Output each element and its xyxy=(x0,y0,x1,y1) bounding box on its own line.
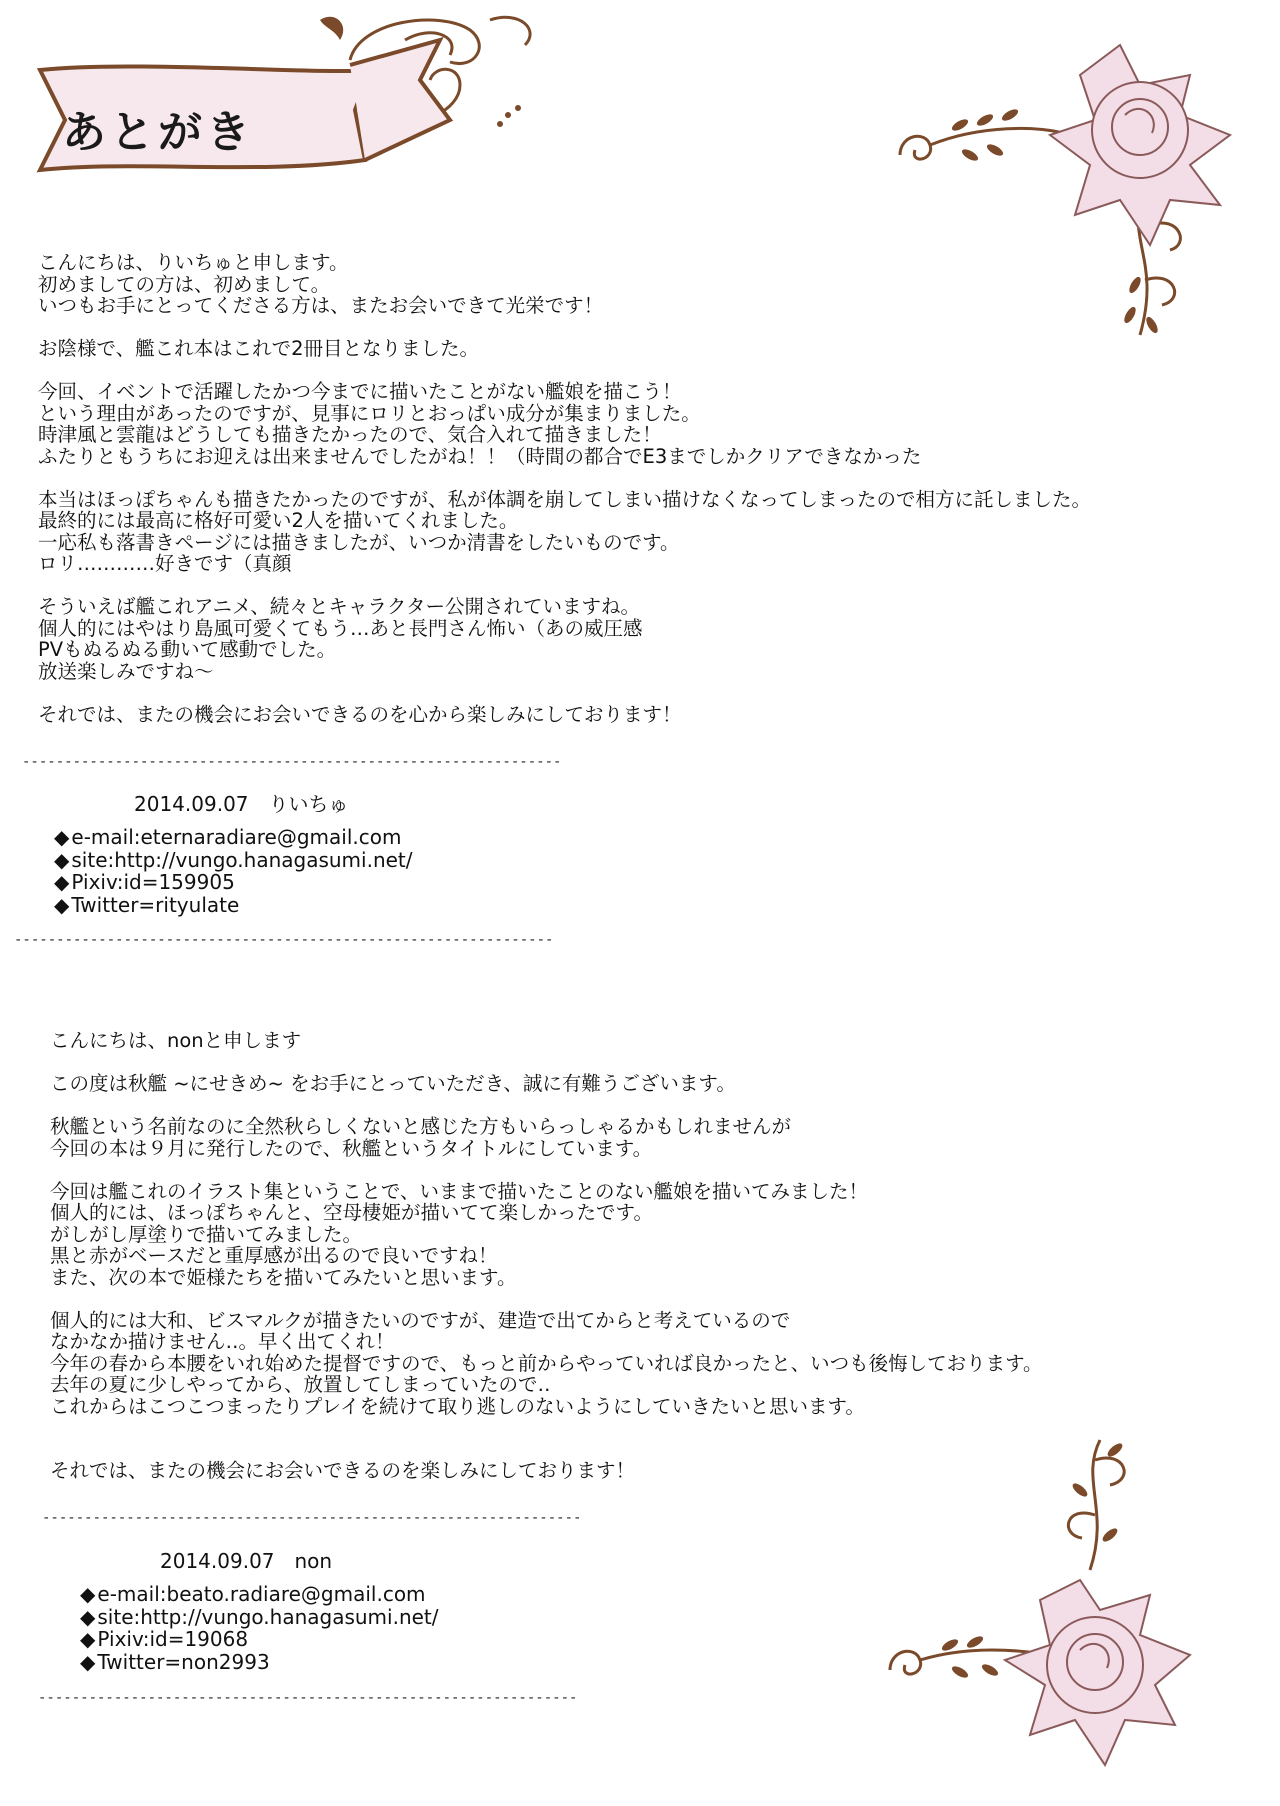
message-line: 今回は艦これのイラスト集ということで、いままで描いたことのない艦娘を描いてみました！ xyxy=(50,1179,869,1203)
message-line xyxy=(50,1417,1043,1439)
message-line: がしがし厚塗りで描いてみました。 xyxy=(50,1222,363,1246)
separator: ---------------------------------------------------------------- xyxy=(22,754,562,770)
contact-item[interactable] xyxy=(80,1628,439,1651)
message-line: という理由があったのですが、見事にロリとおっぱい成分が集まりました。 xyxy=(38,401,701,425)
message-line: 今回の本は９月に発行したので、秋艦というタイトルにしています。 xyxy=(50,1136,653,1160)
message-line: 黒と赤がベースだと重厚感が出るので良いですね！ xyxy=(50,1244,498,1267)
contact-text: Pixiv:id=159905 xyxy=(71,870,235,894)
contact-text: Twitter=non2993 xyxy=(97,1649,270,1674)
message-line: 秋艦という名前なのに全然秋らしくないと感じた方もいらっしゃるかもしれませんが xyxy=(50,1115,792,1138)
contact-text: site:http://vungo.hanagasumi.net/ xyxy=(71,847,413,872)
message-line: 初めましての方は、初めまして。 xyxy=(38,272,331,296)
message-line: この度は秋艦 ~にせきめ~ をお手にとっていただき、誠に有難うございます。 xyxy=(50,1072,736,1095)
diamond-icon: ◆ xyxy=(80,1627,96,1651)
contact-item[interactable] xyxy=(54,871,413,894)
contact-item[interactable] xyxy=(54,849,413,872)
message-line: 放送楽しみですね～ xyxy=(38,659,214,683)
separator: ---------------------------------------------------------------- xyxy=(42,1510,582,1526)
contact-text: e-mail:beato.radiare@gmail.com xyxy=(97,1582,426,1606)
message-line xyxy=(38,317,1091,339)
message-line: 本当はほっぽちゃんも描きたかったのですが、私が体調を崩してしまい描けなくなってしまったので相方に託しました。 xyxy=(38,487,1092,511)
diamond-icon: ◆ xyxy=(54,847,70,872)
message-line: いつもお手にとってくださる方は、またお会いできて光栄です！ xyxy=(38,294,604,317)
page-title: あとがき xyxy=(62,107,254,158)
message-line: お陰様で、艦これ本はこれで2冊目となりました。 xyxy=(38,337,480,360)
message-line: 一応私も落書きページには描きましたが、いつか清書をしたいものです。 xyxy=(38,530,680,554)
message-line: 個人的には大和、ビスマルクが描きたいのですが、建造で出てからと考えているので xyxy=(50,1308,791,1332)
message-line: 時津風と雲龍はどうしても描きたかったので、気合入れて描きました！ xyxy=(38,423,662,446)
message-line: 去年の夏に少しやってから、放置してしまっていたので‥ xyxy=(50,1373,551,1396)
diamond-icon: ◆ xyxy=(54,892,70,917)
message-line: こんにちは、nonと申します xyxy=(50,1029,302,1052)
message-line: 今年の春から本腰をいれ始めた提督ですので、もっと前からやっていれば良かったと、いつも後悔しております。 xyxy=(50,1351,1043,1375)
message-line xyxy=(38,467,1091,489)
diamond-icon: ◆ xyxy=(54,825,70,849)
contact-text: site:http://vungo.hanagasumi.net/ xyxy=(97,1604,439,1629)
author1-message xyxy=(38,252,1091,725)
separator: ---------------------------------------------------------------- xyxy=(38,1690,578,1706)
message-line xyxy=(50,1052,1043,1074)
author2-signature: 2014.09.07 non xyxy=(160,1549,333,1573)
contact-item[interactable] xyxy=(80,1583,439,1606)
message-line xyxy=(38,360,1091,382)
message-line xyxy=(50,1095,1043,1117)
diamond-icon: ◆ xyxy=(54,870,70,894)
message-line: また、次の本で姫様たちを描いてみたいと思います。 xyxy=(50,1265,517,1289)
message-line: そういえば艦これアニメ、続々とキャラクター公開されていますね。 xyxy=(38,595,640,618)
contact-item[interactable] xyxy=(80,1651,439,1674)
diamond-icon: ◆ xyxy=(80,1582,96,1606)
message-line xyxy=(38,575,1091,597)
message-line: 個人的にはやはり島風可愛くてもう…あと長門さん怖い（あの威圧感 xyxy=(38,616,643,640)
message-line xyxy=(50,1439,1043,1461)
message-line: PVもぬるぬる動いて感動でした。 xyxy=(38,638,337,661)
message-line: それでは、またの機会にお会いできるのを心から楽しみにしております！ xyxy=(38,702,682,726)
message-line: これからはこつこつまったりプレイを続けて取り逃しのないようにしていきたいと思います。 xyxy=(50,1394,865,1418)
contact-text: Pixiv:id=19068 xyxy=(97,1627,249,1651)
message-line: ロリ…………好きです（真顔 xyxy=(38,552,292,575)
message-line: 個人的には、ほっぽちゃんと、空母棲姫が描いてて楽しかったです。 xyxy=(50,1201,653,1224)
message-line: 今回、イベントで活躍したかつ今までに描いたことがない艦娘を描こう！ xyxy=(38,380,682,403)
message-line: それでは、またの機会にお会いできるのを楽しみにしております！ xyxy=(50,1459,636,1482)
contact-item[interactable] xyxy=(54,894,413,917)
author2-message xyxy=(50,1030,1043,1482)
contact-item[interactable] xyxy=(54,826,413,849)
contact-text: e-mail:eternaradiare@gmail.com xyxy=(71,825,402,849)
author1-signature: 2014.09.07 りいちゅ xyxy=(134,792,349,816)
contact-item[interactable] xyxy=(80,1606,439,1629)
message-line xyxy=(38,682,1091,704)
message-line: こんにちは、りいちゅと申します。 xyxy=(38,251,349,274)
contact-text: Twitter=rityulate xyxy=(71,892,240,917)
separator: ---------------------------------------------------------------- xyxy=(14,932,554,948)
message-line: 最終的には最高に格好可愛い2人を描いてくれました。 xyxy=(38,509,519,532)
author2-contacts xyxy=(80,1583,439,1673)
message-line xyxy=(50,1288,1043,1310)
author1-contacts xyxy=(54,826,413,916)
message-line: なかなか描けません‥。早く出てくれ！ xyxy=(50,1330,395,1353)
message-line: ふたりともうちにお迎えは出来ませんでしたがね！！（時間の都合でE3までしかクリアできなかった xyxy=(38,444,922,468)
diamond-icon: ◆ xyxy=(80,1604,96,1629)
message-line xyxy=(50,1159,1043,1181)
diamond-icon: ◆ xyxy=(80,1649,96,1674)
